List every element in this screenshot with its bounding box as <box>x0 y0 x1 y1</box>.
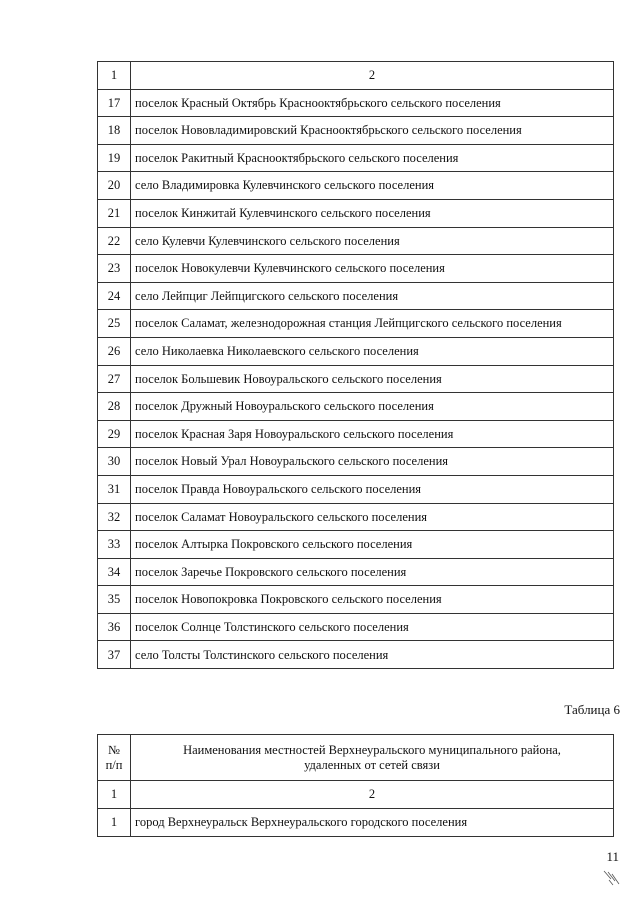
scan-mark-icon <box>602 868 622 888</box>
table-column-numbers-row <box>98 781 614 809</box>
localities-table <box>97 61 614 669</box>
row-number-cell: 28 <box>98 393 131 421</box>
row-number-cell: 24 <box>98 282 131 310</box>
table-row <box>98 420 614 448</box>
locality-name-cell: село Лейпциг Лейпцигского сельского поселения <box>131 282 614 310</box>
locality-name-cell: село Толсты Толстинского сельского поселения <box>131 641 614 669</box>
locality-name-cell: поселок Заречье Покровского сельского поселения <box>131 558 614 586</box>
table-row <box>98 337 614 365</box>
row-number-cell: 22 <box>98 227 131 255</box>
locality-name-cell: поселок Нововладимировский Краснооктябрьского сельского поселения <box>131 117 614 145</box>
column-number-2: 2 <box>131 781 614 809</box>
header-number-abbr: п/п <box>105 757 123 772</box>
locality-name-cell: село Николаевка Николаевского сельского поселения <box>131 337 614 365</box>
locality-name-cell: поселок Правда Новоуральского сельского поселения <box>131 475 614 503</box>
header-number-symbol: № <box>108 743 120 758</box>
row-number-cell: 34 <box>98 558 131 586</box>
table-row <box>98 641 614 669</box>
table-row <box>98 89 614 117</box>
locality-name-cell: поселок Красный Октябрь Краснооктябрьского сельского поселения <box>131 89 614 117</box>
row-number-cell: 36 <box>98 613 131 641</box>
table-row <box>98 613 614 641</box>
locality-name-cell: село Владимировка Кулевчинского сельского поселения <box>131 172 614 200</box>
table-row <box>98 475 614 503</box>
locality-name-cell: поселок Дружный Новоуральского сельского поселения <box>131 393 614 421</box>
header-name-cell <box>131 735 614 781</box>
row-number-cell: 35 <box>98 586 131 614</box>
locality-name-cell: поселок Кинжитай Кулевчинского сельского поселения <box>131 199 614 227</box>
locality-name-cell: город Верхнеуральск Верхнеуральского городского поселения <box>131 809 614 837</box>
table-row <box>98 531 614 559</box>
header-name-line-1: Наименования местностей Верхнеуральского муниципального района, <box>183 743 561 758</box>
row-number-cell: 19 <box>98 144 131 172</box>
locality-name-cell: поселок Новопокровка Покровского сельского поселения <box>131 586 614 614</box>
locality-name-cell: поселок Новый Урал Новоуральского сельского поселения <box>131 448 614 476</box>
table-row <box>98 255 614 283</box>
row-number-cell: 30 <box>98 448 131 476</box>
table-row <box>98 199 614 227</box>
table-row <box>98 393 614 421</box>
locality-name-cell: поселок Новокулевчи Кулевчинского сельского поселения <box>131 255 614 283</box>
table-row <box>98 365 614 393</box>
row-number-cell: 26 <box>98 337 131 365</box>
locality-name-cell: поселок Ракитный Краснооктябрьского сельского поселения <box>131 144 614 172</box>
locality-name-cell: поселок Красная Заря Новоуральского сельского поселения <box>131 420 614 448</box>
table-row <box>98 310 614 338</box>
row-number-cell: 25 <box>98 310 131 338</box>
row-number-cell: 27 <box>98 365 131 393</box>
table-row <box>98 558 614 586</box>
row-number-cell: 29 <box>98 420 131 448</box>
row-number-cell: 32 <box>98 503 131 531</box>
header-name-line-2: удаленных от сетей связи <box>304 757 440 772</box>
locality-name-cell: село Кулевчи Кулевчинского сельского поселения <box>131 227 614 255</box>
row-number-cell: 21 <box>98 199 131 227</box>
locality-name-cell: поселок Солнце Толстинского сельского поселения <box>131 613 614 641</box>
row-number-cell: 20 <box>98 172 131 200</box>
table-row <box>98 809 614 837</box>
row-number-cell: 33 <box>98 531 131 559</box>
column-number-1: 1 <box>98 62 131 90</box>
table-row <box>98 503 614 531</box>
column-number-2: 2 <box>131 62 614 90</box>
table-6-caption: Таблица 6 <box>564 702 620 717</box>
row-number-cell: 17 <box>98 89 131 117</box>
remote-localities-table <box>97 734 614 837</box>
table-row <box>98 227 614 255</box>
row-number-cell: 1 <box>98 809 131 837</box>
table-column-numbers-row <box>98 62 614 90</box>
table-row <box>98 586 614 614</box>
row-number-cell: 18 <box>98 117 131 145</box>
locality-name-cell: поселок Саламат, железнодорожная станция Лейпцигского сельского поселения <box>131 310 614 338</box>
table-row <box>98 117 614 145</box>
locality-name-cell: поселок Большевик Новоуральского сельского поселения <box>131 365 614 393</box>
row-number-cell: 31 <box>98 475 131 503</box>
page-number: 11 <box>606 849 619 864</box>
table-row <box>98 448 614 476</box>
locality-name-cell: поселок Алтырка Покровского сельского поселения <box>131 531 614 559</box>
table-row <box>98 282 614 310</box>
table-row <box>98 172 614 200</box>
header-number-cell <box>98 735 131 781</box>
row-number-cell: 23 <box>98 255 131 283</box>
locality-name-cell: поселок Саламат Новоуральского сельского поселения <box>131 503 614 531</box>
row-number-cell: 37 <box>98 641 131 669</box>
table-header-row <box>98 735 614 781</box>
column-number-1: 1 <box>98 781 131 809</box>
table-row <box>98 144 614 172</box>
